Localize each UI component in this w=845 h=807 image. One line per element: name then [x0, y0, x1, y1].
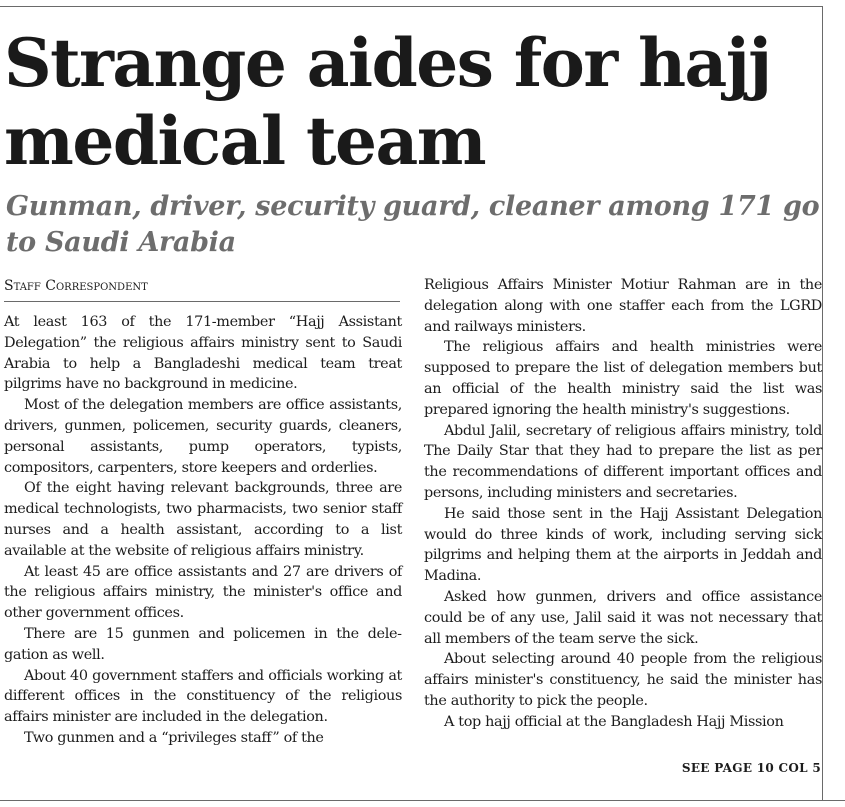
paragraph: A top hajj official at the Bangladesh Hajj Mission [444, 713, 784, 730]
paragraph: There are 15 gunmen and policemen in the delegation as well. [4, 625, 402, 663]
left-column [4, 312, 402, 749]
paragraph: Of the eight having relevant backgrounds, three are medical technologists, two pharmacists, two senior staff nurses and a health assistant, according to a list available at the website of religious affairs ministry. [4, 480, 402, 559]
byline: Staff Correspondent [4, 278, 400, 302]
right-column [424, 275, 822, 733]
top-rule [0, 6, 822, 7]
jump-line[interactable]: SEE PAGE 10 COL 5 [681, 761, 821, 775]
paragraph: At least 45 are office assistants and 27 are drivers of the religious affairs ministry, the minister's office and other government offices. [4, 563, 402, 622]
paragraph: Abdul Jalil, secretary of religious affairs ministry, told The Daily Star that they had to prepare the list as per the recommendations of different important offices and persons, including ministers and secretaries. [424, 422, 822, 501]
headline: Strange aides for hajj medical team [4, 24, 771, 180]
paragraph: At least 163 of the 171-member “Hajj Assistant Delegation” the religious affairs ministry sent to Saudi Arabia to help a Bangladeshi medical team treat pilgrims have no background in medicine. [4, 314, 402, 393]
bottom-rule [0, 800, 845, 801]
paragraph: About selecting around 40 people from the religious affairs minister's constituency, he said the minister has the authority to pick the people. [424, 651, 822, 709]
right-rule [822, 6, 823, 800]
paragraph: Most of the delegation members are office assistants, drivers, gunmen, policemen, security guards, cleaners, personal assistants, pump operators, typists, compositors, carpenters, store keepers and orderlies. [4, 397, 402, 476]
paragraph: About 40 government staffers and officials working at different offices in the constituency of the religious affairs minister are included in the delegation. [4, 667, 402, 726]
paragraph: He said those sent in the Hajj Assistant Delegation would do three kinds of work, including serving sick pilgrims and helping them at the airports in Jeddah and Madina. [424, 505, 822, 585]
subheadline: Gunman, driver, security guard, cleaner among 171 go to Saudi Arabia [6, 191, 820, 258]
paragraph-continuation: Religious Affairs Minister Motiur Rahman are in the delegation along with one staffer each from the LGRD and railways ministers. [424, 277, 822, 335]
paragraph: Two gunmen and a “privileges staff” of the [24, 729, 324, 746]
paragraph: Asked how gunmen, drivers and office assistance could be of any use, Jalil said it was not necessary that all members of the team serve the sick. [424, 588, 822, 647]
paragraph: The religious affairs and health ministries were supposed to prepare the list of delegation members but an official of the health ministry said the list was prepared ignoring the health ministry's suggestions. [424, 339, 822, 418]
